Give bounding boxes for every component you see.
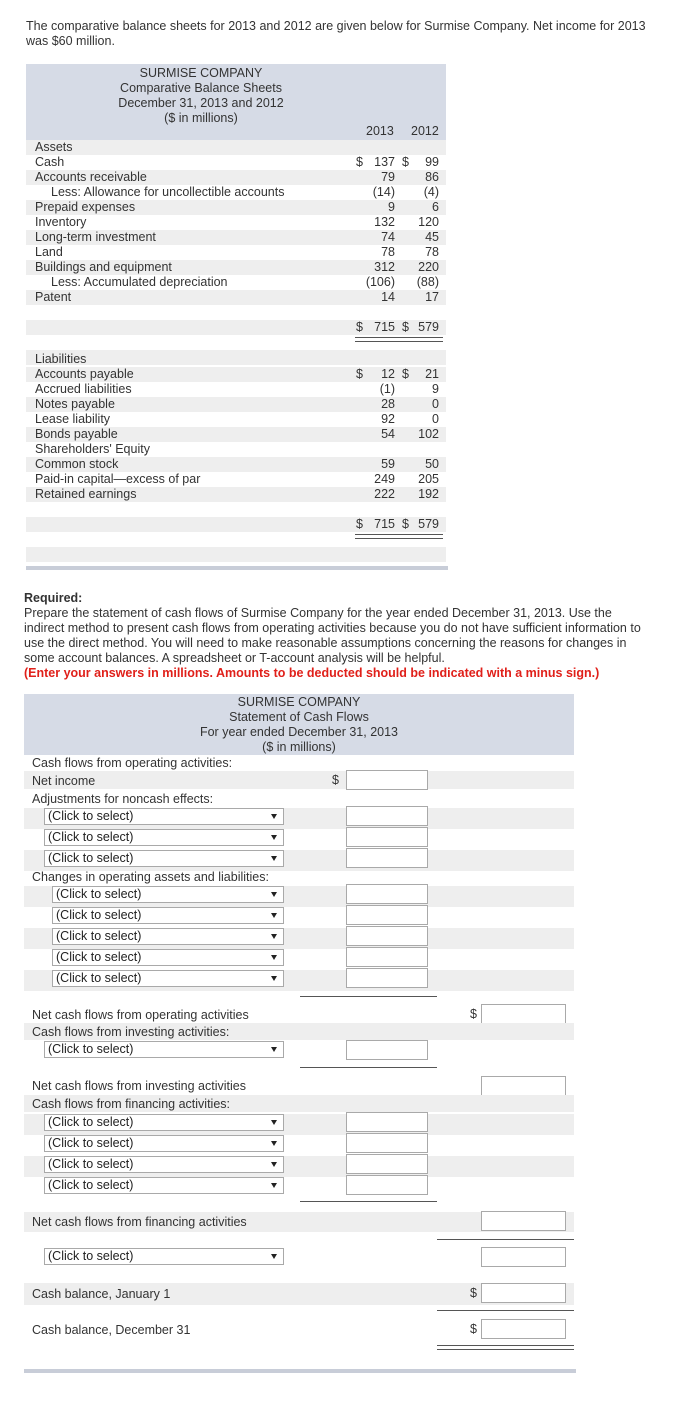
change-input[interactable] — [346, 905, 428, 925]
chevron-down-icon — [271, 913, 277, 918]
value-2013: 249 — [374, 472, 395, 486]
change-input[interactable] — [346, 926, 428, 946]
spacer-row — [26, 502, 446, 517]
select-placeholder: (Click to select) — [48, 1157, 134, 1171]
row-label: Shareholders' Equity — [35, 442, 150, 456]
asset-row — [26, 215, 446, 230]
value-2013: 28 — [381, 397, 395, 411]
liabilities-heading — [26, 352, 446, 367]
financing-input[interactable] — [346, 1154, 428, 1174]
select-placeholder: (Click to select) — [48, 1136, 134, 1150]
chevron-down-icon — [271, 976, 277, 981]
row-label: Buildings and equipment — [35, 260, 172, 274]
value-2013: 137 — [374, 155, 395, 169]
equity-row — [26, 472, 446, 487]
row-label: Long-term investment — [35, 230, 156, 244]
value-2012: 579 — [418, 320, 439, 334]
value-2013: 312 — [374, 260, 395, 274]
cf-company-name: SURMISE COMPANY — [237, 695, 361, 709]
net-operating-input[interactable] — [481, 1004, 566, 1024]
row-label: Accounts payable — [35, 367, 134, 381]
financing-select[interactable] — [44, 1114, 284, 1131]
currency-symbol: $ — [356, 320, 363, 334]
spacer-row — [26, 547, 446, 562]
row-label: Common stock — [35, 457, 119, 471]
value-2012: (88) — [416, 275, 439, 289]
value-2012: 120 — [418, 215, 439, 229]
underline — [437, 1310, 574, 1311]
chevron-down-icon — [271, 1183, 277, 1188]
change-input[interactable] — [346, 947, 428, 967]
double-underline — [437, 1345, 574, 1350]
change-select[interactable] — [52, 928, 284, 945]
value-2012: 220 — [418, 260, 439, 274]
chevron-down-icon — [271, 1120, 277, 1125]
equity-heading — [26, 442, 446, 457]
value-2012: 0 — [432, 412, 439, 426]
value-2012: 205 — [418, 472, 439, 486]
row-label: Prepaid expenses — [35, 200, 136, 214]
currency-symbol: $ — [402, 320, 409, 334]
adjustment-input[interactable] — [346, 848, 428, 868]
column-header-2012: 2012 — [411, 124, 439, 138]
liability-row — [26, 397, 446, 412]
row-label: Retained earnings — [35, 487, 137, 501]
underline — [300, 1201, 437, 1202]
assets-heading — [26, 140, 446, 155]
investing-heading: Cash flows from investing activities: — [32, 1025, 230, 1039]
change-input[interactable] — [346, 884, 428, 904]
asset-row — [26, 245, 446, 260]
value-2012: 0 — [432, 397, 439, 411]
value-2013: 715 — [374, 320, 395, 334]
underline — [300, 1067, 437, 1068]
value-2012: (4) — [423, 185, 439, 199]
cash-january-input[interactable] — [481, 1283, 566, 1303]
statement-date: December 31, 2013 and 2012 — [118, 96, 284, 110]
section-divider — [26, 566, 448, 570]
select-placeholder: (Click to select) — [48, 1178, 134, 1192]
cash-december-input[interactable] — [481, 1319, 566, 1339]
value-2012: 21 — [425, 367, 439, 381]
row-label: Liabilities — [35, 352, 87, 366]
value-2013: 222 — [374, 487, 395, 501]
row-label: Paid-in capital—excess of par — [35, 472, 201, 486]
asset-row — [26, 230, 446, 245]
liability-row — [26, 382, 446, 397]
change-select[interactable] — [52, 907, 284, 924]
net-operating-label: Net cash flows from operating activities — [32, 1008, 249, 1022]
financing-select[interactable] — [44, 1135, 284, 1152]
row-label: Patent — [35, 290, 72, 304]
row-label: Inventory — [35, 215, 87, 229]
net-income-label: Net income — [32, 774, 96, 788]
currency-symbol: $ — [402, 517, 409, 531]
select-placeholder: (Click to select) — [48, 1249, 134, 1263]
required-section — [24, 591, 654, 681]
statement-units: ($ in millions) — [164, 111, 238, 125]
chevron-down-icon — [271, 892, 277, 897]
value-2013: 9 — [388, 200, 395, 214]
net-investing-label: Net cash flows from investing activities — [32, 1079, 246, 1093]
cf-statement-units: ($ in millions) — [262, 740, 336, 754]
value-2013: 14 — [381, 290, 395, 304]
investing-input[interactable] — [346, 1040, 428, 1060]
row-label: Cash — [35, 155, 65, 169]
required-note: (Enter your answers in millions. Amounts to be deducted should be indicated with a minus sign.) — [24, 666, 600, 680]
value-2013: (106) — [365, 275, 395, 289]
currency-symbol: $ — [332, 773, 339, 787]
asset-row — [26, 185, 446, 200]
select-placeholder: (Click to select) — [56, 971, 142, 985]
value-2013: 54 — [381, 427, 395, 441]
cash-flow-header — [24, 694, 574, 755]
chevron-down-icon — [271, 814, 277, 819]
column-header-2013: 2013 — [366, 124, 394, 138]
asset-row — [26, 260, 446, 275]
chevron-down-icon — [271, 835, 277, 840]
net-investing-input[interactable] — [481, 1076, 566, 1096]
currency-symbol: $ — [356, 517, 363, 531]
cf-statement-period: For year ended December 31, 2013 — [199, 725, 399, 739]
currency-symbol: $ — [470, 1007, 477, 1021]
currency-symbol: $ — [470, 1322, 477, 1336]
liability-row — [26, 427, 446, 442]
select-placeholder: (Click to select) — [48, 830, 134, 844]
financing-select[interactable] — [44, 1156, 284, 1173]
value-2012: 6 — [432, 200, 439, 214]
value-2013: 715 — [374, 517, 395, 531]
adjustments-heading: Adjustments for noncash effects: — [32, 792, 214, 806]
changes-heading: Changes in operating assets and liabilities: — [32, 870, 269, 884]
asset-row — [26, 155, 446, 170]
spacer-row — [26, 532, 446, 547]
currency-symbol: $ — [356, 155, 363, 169]
assets-total-row — [26, 320, 446, 335]
row-label: Notes payable — [35, 397, 115, 411]
value-2012: 17 — [425, 290, 439, 304]
change-select[interactable] — [52, 949, 284, 966]
adjustment-select[interactable] — [44, 808, 284, 825]
required-instructions: Prepare the statement of cash flows of Surmise Company for the year ended December 31, 2013. Use the indirect method to present cash flows from operating activities because you do not have sufficient information to use the direct method. You will need to make reasonable assumptions concerning the reasons for changes in some account balances. A spreadsheet or T-account analysis will be helpful. — [24, 606, 641, 665]
statement-title: Comparative Balance Sheets — [120, 81, 282, 95]
select-placeholder: (Click to select) — [48, 809, 134, 823]
financing-select[interactable] — [44, 1177, 284, 1194]
select-placeholder: (Click to select) — [56, 929, 142, 943]
asset-row — [26, 200, 446, 215]
net-income-input[interactable] — [346, 770, 428, 790]
liability-row — [26, 367, 446, 382]
chevron-down-icon — [271, 856, 277, 861]
value-2013: 12 — [381, 367, 395, 381]
required-heading: Required: — [24, 591, 83, 605]
asset-row — [26, 275, 446, 290]
select-placeholder: (Click to select) — [48, 1042, 134, 1056]
value-2013: 59 — [381, 457, 395, 471]
net-financing-input[interactable] — [481, 1211, 566, 1231]
value-2013: (1) — [379, 382, 395, 396]
underline — [437, 1239, 574, 1240]
value-2013: 79 — [381, 170, 395, 184]
change-select[interactable] — [52, 886, 284, 903]
value-2012: 102 — [418, 427, 439, 441]
equity-row — [26, 457, 446, 472]
chevron-down-icon — [271, 934, 277, 939]
adjustment-input[interactable] — [346, 806, 428, 826]
chevron-down-icon — [271, 1162, 277, 1167]
row-label: Less: Accumulated depreciation — [51, 275, 228, 289]
value-2013: 132 — [374, 215, 395, 229]
row-label: Less: Allowance for uncollectible accounts — [51, 185, 285, 199]
adjustment-select[interactable] — [44, 850, 284, 867]
currency-symbol: $ — [470, 1286, 477, 1300]
value-2012: 50 — [425, 457, 439, 471]
net-financing-label: Net cash flows from financing activities — [32, 1215, 247, 1229]
net-change-select[interactable] — [44, 1248, 284, 1265]
net-change-input[interactable] — [481, 1247, 566, 1267]
currency-symbol: $ — [402, 155, 409, 169]
row-label: Lease liability — [35, 412, 111, 426]
select-placeholder: (Click to select) — [56, 887, 142, 901]
cash-january-label: Cash balance, January 1 — [32, 1287, 171, 1301]
value-2013: (14) — [372, 185, 395, 199]
balance-sheet — [26, 64, 446, 531]
adjustment-select[interactable] — [44, 829, 284, 846]
equity-row — [26, 487, 446, 502]
cf-statement-title: Statement of Cash Flows — [229, 710, 369, 724]
row-label: Accrued liabilities — [35, 382, 132, 396]
value-2013: 74 — [381, 230, 395, 244]
liabilities-total-row — [26, 517, 446, 532]
operating-heading: Cash flows from operating activities: — [32, 756, 233, 770]
value-2013: 78 — [381, 245, 395, 259]
select-placeholder: (Click to select) — [56, 908, 142, 922]
currency-symbol: $ — [402, 367, 409, 381]
investing-select[interactable] — [44, 1041, 284, 1058]
value-2012: 9 — [432, 382, 439, 396]
row-label: Accounts receivable — [35, 170, 147, 184]
row-label: Assets — [35, 140, 73, 154]
value-2013: 92 — [381, 412, 395, 426]
underline — [300, 996, 437, 997]
row-label: Land — [35, 245, 63, 259]
currency-symbol: $ — [356, 367, 363, 381]
change-select[interactable] — [52, 970, 284, 987]
value-2012: 78 — [425, 245, 439, 259]
adjustment-input[interactable] — [346, 827, 428, 847]
chevron-down-icon — [271, 1047, 277, 1052]
chevron-down-icon — [271, 1141, 277, 1146]
intro-text: The comparative balance sheets for 2013 and 2012 are given below for Surmise Company. Net income for 2013 was $60 million. — [26, 19, 646, 48]
spacer-row — [26, 335, 446, 350]
liability-row — [26, 412, 446, 427]
value-2012: 192 — [418, 487, 439, 501]
chevron-down-icon — [271, 1254, 277, 1259]
financing-input[interactable] — [346, 1133, 428, 1153]
company-name: SURMISE COMPANY — [139, 66, 263, 80]
asset-row — [26, 170, 446, 185]
bottom-divider — [24, 1369, 576, 1373]
value-2012: 45 — [425, 230, 439, 244]
cash-december-label: Cash balance, December 31 — [32, 1323, 191, 1337]
financing-input[interactable] — [346, 1112, 428, 1132]
select-placeholder: (Click to select) — [48, 851, 134, 865]
row-label: Bonds payable — [35, 427, 118, 441]
value-2012: 99 — [425, 155, 439, 169]
financing-input[interactable] — [346, 1175, 428, 1195]
change-input[interactable] — [346, 968, 428, 988]
cf-row — [24, 771, 574, 789]
value-2012: 86 — [425, 170, 439, 184]
spacer-row — [26, 305, 446, 320]
value-2012: 579 — [418, 517, 439, 531]
chevron-down-icon — [271, 955, 277, 960]
select-placeholder: (Click to select) — [56, 950, 142, 964]
asset-row — [26, 290, 446, 305]
select-placeholder: (Click to select) — [48, 1115, 134, 1129]
financing-heading: Cash flows from financing activities: — [32, 1097, 230, 1111]
